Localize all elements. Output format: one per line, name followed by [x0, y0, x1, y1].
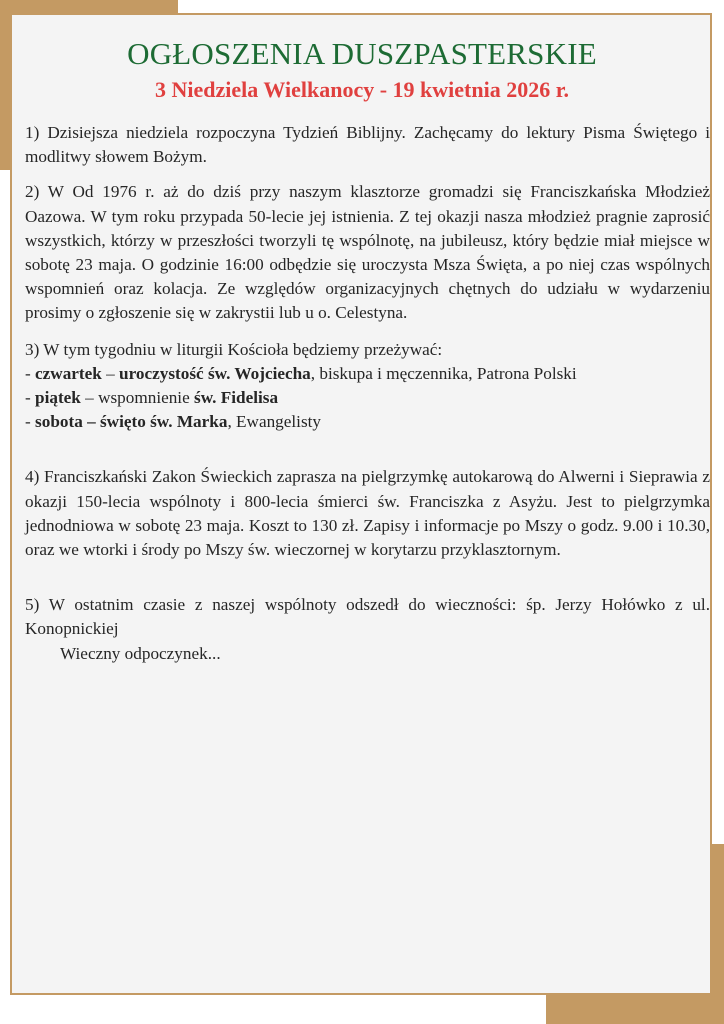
announcements-list — [25, 121, 710, 666]
announcement-3 — [25, 338, 710, 435]
announcement-2: 2) W Od 1976 r. aż do dziś przy naszym klasztorze gromadzi się Franciszkańska Młodzież Oazowa. W tym roku przypada 50-lecie jej istnienia. Z tej okazji nasza młodzież pragnie zaprosić wszystkich, którzy w przeszłości tworzyli tę wspólnotę, na jubileusz, który będzie miał miejsce w sobotę 23 maja. O godzinie 16:00 odbędzie się uroczysta Msza Święta, a po niej czas wspólnych wspomnień oraz kolacja. Ze względów organizacyjnych chętnych do udziału w wydarzeniu prosimy o zgłoszenie się w zakrystii lub u o. Celestyna. — [25, 182, 710, 323]
liturgy-item-saturday: - sobota – święto św. Marka, Ewangelisty — [25, 412, 321, 432]
closing-prayer: Wieczny odpoczynek... — [60, 643, 221, 663]
announcement-4: 4) Franciszkański Zakon Świeckich zaprasza na pielgrzymkę autokarową do Alwerni i Sieprawia z okazji 150-lecia wspólnoty i 800-lecia śmierci św. Franciszka z Asyżu. Jest to pielgrzymka jednodniowa w sobotę 23 maja. Koszt to 130 zł. Zapisy i informacje po Mszy o godz. 9.00 i 10.30, oraz we wtorki i środy po Mszy św. wieczornej w korytarzu przyklasztornym. — [25, 467, 710, 560]
page-subtitle: 3 Niedziela Wielkanocy - 19 kwietnia 2026 r. — [155, 77, 569, 102]
liturgy-item-friday: - piątek – wspomnienie św. Fidelisa — [25, 388, 279, 408]
page-title: OGŁOSZENIA DUSZPASTERSKIE — [127, 36, 597, 71]
announcement-1: 1) Dzisiejsza niedziela rozpoczyna Tydzień Biblijny. Zachęcamy do lektury Pisma Świętego i modlitwy słowem Bożym. — [25, 123, 710, 167]
announcement-5: 5) W ostatnim czasie z naszej wspólnoty odszedł do wieczności: śp. Jerzy Hołówko z ul. Konopnickiej — [25, 595, 710, 639]
liturgy-item-thursday: - czwartek – uroczystość św. Wojciecha, biskupa i męczennika, Patrona Polski — [25, 363, 577, 383]
announcement-3-intro: 3) W tym tygodniu w liturgii Kościoła będziemy przeżywać: — [25, 339, 443, 359]
